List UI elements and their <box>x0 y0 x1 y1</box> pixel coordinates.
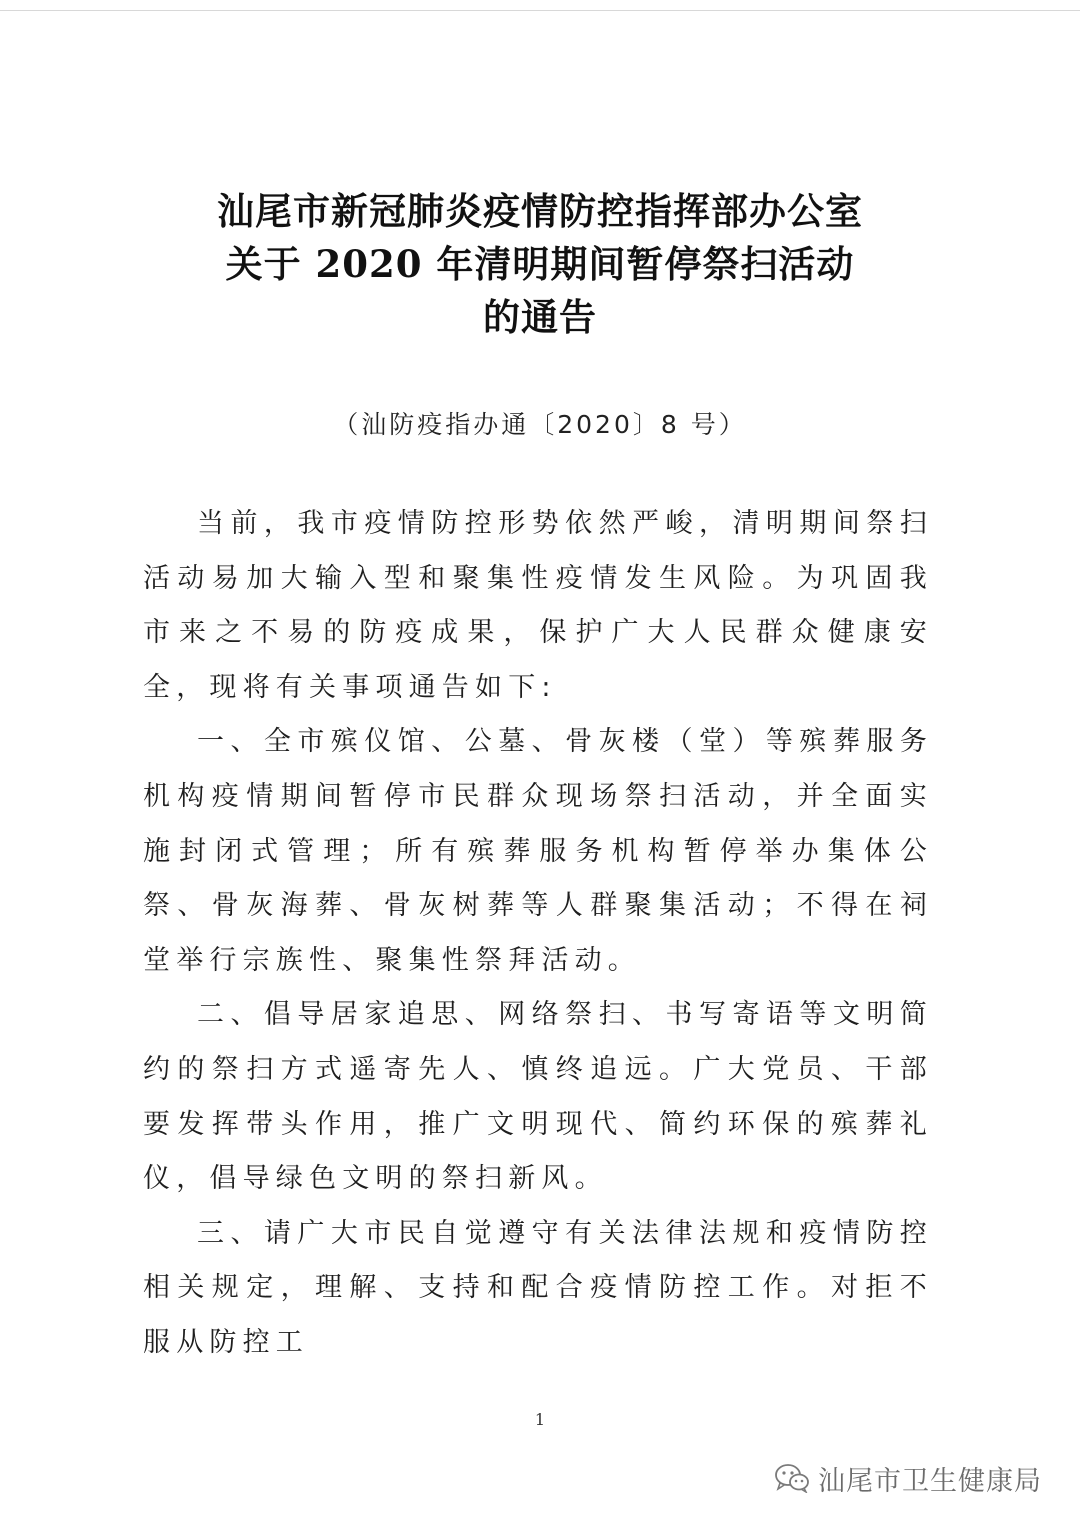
wechat-icon <box>774 1463 810 1493</box>
title-line-1: 汕尾市新冠肺炎疫情防控指挥部办公室 <box>217 189 863 233</box>
paragraph-item-2: 二、倡导居家追思、网络祭扫、书写寄语等文明简约的祭扫方式遥寄先人、慎终追远。广大党员、干部要发挥带头作用，推广文明现代、简约环保的殡葬礼仪，倡导绿色文明的祭扫新风。 <box>143 999 933 1195</box>
document-number: （汕防疫指办通〔2020〕8 号） <box>333 410 747 439</box>
document-body <box>143 497 933 1371</box>
watermark <box>774 1458 1042 1498</box>
paragraph-intro: 当前，我市疫情防控形势依然严峻，清明期间祭扫活动易加大输入型和聚集性疫情发生风险。为巩固我市来之不易的防疫成果，保护广大人民群众健康安全，现将有关事项通告如下: <box>143 508 933 703</box>
title-line-2: 关于 2020 年清明期间暂停祭扫活动 <box>225 242 855 286</box>
title-line-3: 的通告 <box>483 295 597 339</box>
watermark-text: 汕尾市卫生健康局 <box>818 1465 1042 1497</box>
top-divider <box>0 10 1080 11</box>
paragraph-item-3: 三、请广大市民自觉遵守有关法律法规和疫情防控相关规定，理解、支持和配合疫情防控工作。对拒不服从防控工 <box>143 1217 933 1358</box>
paragraph-item-1: 一、全市殡仪馆、公墓、骨灰楼（堂）等殡葬服务机构疫情期间暂停市民群众现场祭扫活动，并全面实施封闭式管理；所有殡葬服务机构暂停举办集体公祭、骨灰海葬、骨灰树葬等人群聚集活动；不得在祠堂举行宗族性、聚集性祭拜活动。 <box>143 726 933 976</box>
page-number: 1 <box>534 1410 546 1429</box>
document-title <box>0 185 1080 344</box>
